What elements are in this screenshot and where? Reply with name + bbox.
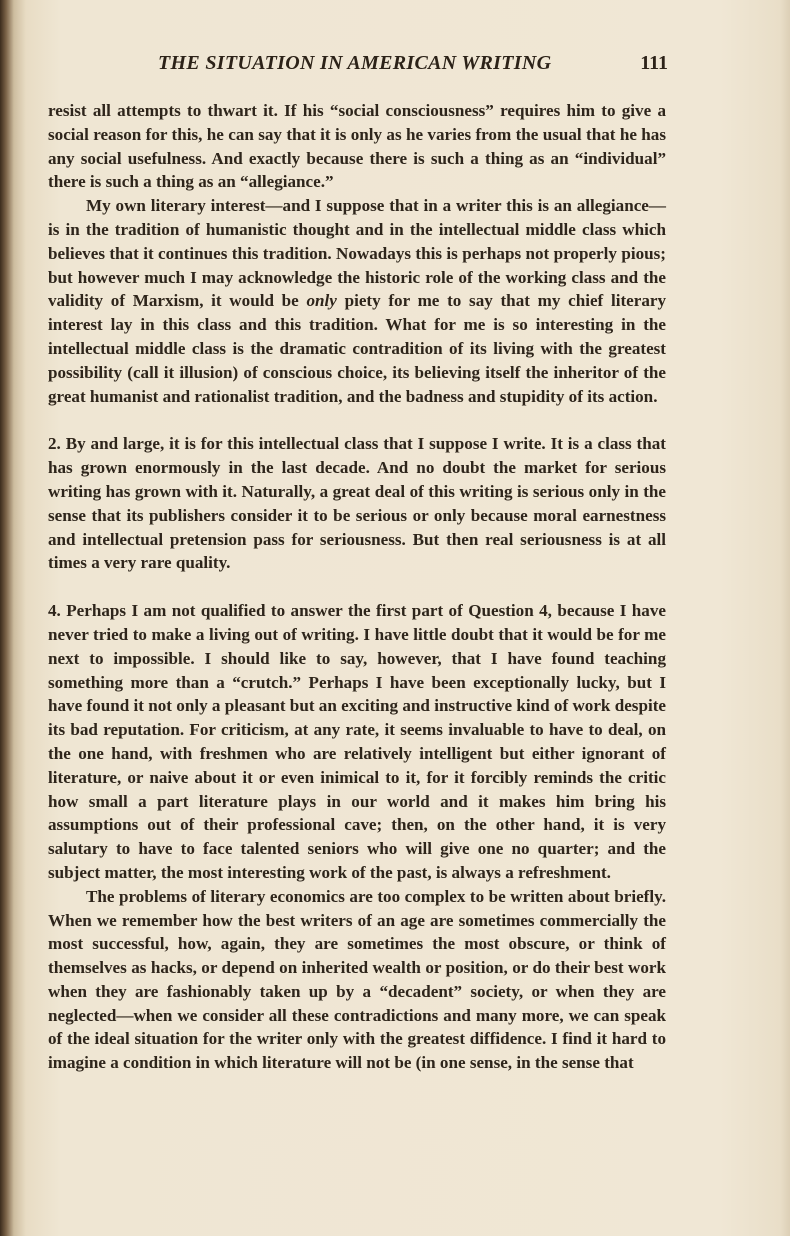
answer-2 bbox=[48, 432, 666, 575]
page-number: 111 bbox=[640, 52, 668, 74]
emphasis-only: only bbox=[306, 291, 337, 311]
paragraph-text: piety for me to say that my chief literary interest lay in this class and this tradition. What for me is so interesting in the intellectual middle class is the dramatic contradition of its living with the greatest possibility (call it illusion) of conscious choice, its believing itself the inheritor of the great humanist and rationalist tradition, and the badness and stupidity of its action. bbox=[48, 291, 666, 406]
page-header bbox=[48, 52, 668, 84]
answer-number: 4. bbox=[48, 601, 61, 621]
answer-4 bbox=[48, 599, 666, 885]
paragraph-text: My own literary interest—and I suppose that in a writer this is an allegiance—is in the tradition of humanistic thought and in the intellectual middle class which believes that it continues this tradition. Nowadays this is perhaps not properly pious; but however much I may acknowledge the historic role of the working class and the validity of Marxism, it would be bbox=[48, 196, 666, 311]
paragraph-literary-interest bbox=[48, 194, 666, 408]
running-head: THE SITUATION IN AMERICAN WRITING bbox=[158, 52, 552, 74]
body-text bbox=[48, 99, 666, 1075]
paragraph-literary-economics: The problems of literary economics are too complex to be written about briefly. When we remember how the best writers of an age are sometimes commercially the most successful, how, again, they are sometimes the most obscure, or think of themselves as hacks, or depend on inherited wealth or position, or do their best work when they are fashionably taken up by a “decadent” society, or when they are neglected—when we consider all these contradictions and many more, we can speak of the ideal situation for the writer only with the greatest diffidence. I find it hard to imagine a condition in which literature will not be (in one sense, in the sense that bbox=[48, 886, 666, 1073]
answer-text: Perhaps I am not qualified to answer the first part of Question 4, because I have never tried to make a living out of writing. I have little doubt that it would be for me next to impossible. I should like to say, however, that I have found teaching something more than a “crutch.” Perhaps I have been exceptionally lucky, but I have found it not only a pleasant but an exciting and instructive kind of work despite its bad reputation. For criticism, at any rate, it seems invaluable to have to deal, on the one hand, with freshmen who are relatively intelligent but either ignorant of literature, or naive about it or even inimical to it, for it forcibly reminds the critic how small a part literature plays in our world and it makes him bring his assumptions out of their professional cave; then, on the other hand, it is very salutary to have to face talented seniors who will give one no quarter; and the subject matter, the most interesting work of the past, is always a refreshment. bbox=[48, 601, 666, 882]
answer-text: By and large, it is for this intellectual class that I suppose I write. It is a class that has grown enormously in the last decade. And no doubt the market for serious writing has grown with it. Naturally, a great deal of this writing is serious only in the sense that its publishers consider it to be serious or only because moral earnestness and intellectual pretension pass for seriousness. But then real seriousness is at all times a very rare quality. bbox=[48, 434, 666, 573]
paragraph-continuation: resist all attempts to thwart it. If his “social consciousness” requires him to give a social reason for this, he can say that it is only as he varies from the usual that he has any social usefulness. And exactly because there is such a thing as an “individual” there is such a thing as an “allegiance.” bbox=[48, 101, 666, 192]
answer-number: 2. bbox=[48, 434, 61, 454]
